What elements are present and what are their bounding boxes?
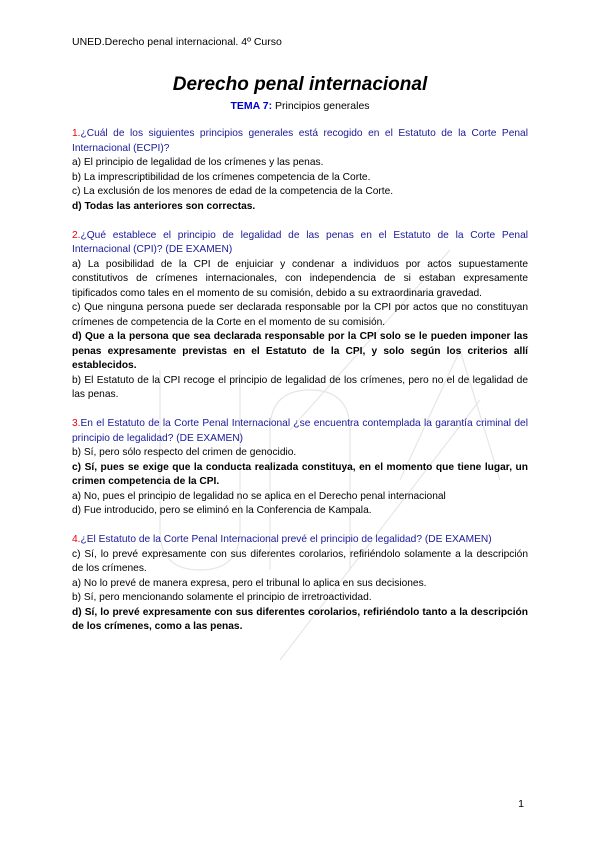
correct-answer-option: c) Sí, pues se exige que la conducta realizada constituya, en el momento que tiene lugar, un crimen competencia de la CPI.	[72, 461, 528, 487]
question-number: 3.	[72, 418, 81, 429]
question-3	[72, 417, 528, 519]
answer-option: b) Sí, pero mencionando solamente el principio de irretroactividad.	[72, 592, 372, 603]
correct-answer-option: d) Sí, lo prevé expresamente con sus diferentes corolarios, refiriéndolo tanto a la descripción de los crímenes, como a las penas.	[72, 606, 528, 632]
correct-answer-option: d) Que a la persona que sea declarada responsable por la CPI solo se le pueden imponer las penas expresamente previstas en el Estatuto de la CPI, y solo según los criterios allí establecidos.	[72, 331, 528, 371]
question-number: 1.	[72, 128, 81, 139]
topic-label: TEMA 7:	[230, 100, 273, 112]
question-2	[72, 229, 528, 403]
answer-option: c) Sí, lo prevé expresamente con sus diferentes corolarios, refiriéndolo solamente a la descripción de los crímenes.	[72, 548, 528, 574]
page-header: UNED.Derecho penal internacional. 4º Curso	[72, 36, 282, 48]
question-text: ¿Qué establece el principio de legalidad de las penas en el Estatuto de la Corte Penal Internacional (CPI)? (DE EXAMEN)	[72, 229, 528, 255]
answer-option: b) El Estatuto de la CPI recoge el principio de legalidad de los crímenes, pero no el de legalidad de las penas.	[72, 374, 528, 400]
question-number: 4.	[72, 534, 81, 545]
document-subtitle	[0, 100, 600, 112]
answer-option: b) La imprescriptibilidad de los crímenes competencia de la Corte.	[72, 171, 371, 183]
question-4	[72, 533, 528, 635]
question-text: En el Estatuto de la Corte Penal Internacional ¿se encuentra contemplada la garantía criminal del principio de legalidad? (DE EXAMEN)	[72, 418, 528, 444]
question-stem	[72, 533, 528, 548]
answer-option: a) La posibilidad de la CPI de enjuiciar y condenar a individuos por actos supuestamente constitutivos de crímenes internacionales, con independencia de si estaban expresamente tipificados como tales en el momento de su comisión, debido a su extraordinaria gravedad.	[72, 258, 528, 299]
answer-option: d) Fue introducido, pero se eliminó en la Conferencia de Kampala.	[72, 505, 372, 516]
page-number: 1	[518, 798, 524, 810]
question-stem	[72, 417, 528, 446]
document-title: Derecho penal internacional	[172, 74, 428, 95]
topic-name: Principios generales	[272, 100, 370, 112]
answer-option: c) La exclusión de los menores de edad de la competencia de la Corte.	[72, 186, 394, 197]
answer-option: b) Sí, pero sólo respecto del crimen de genocidio.	[72, 447, 297, 458]
question-1	[72, 127, 528, 214]
questions-list	[72, 127, 528, 649]
question-stem	[72, 127, 528, 156]
answer-option: a) El principio de legalidad de los crímenes y las penas.	[72, 157, 324, 168]
question-number: 2.	[72, 229, 81, 241]
question-stem	[72, 229, 528, 258]
question-text: ¿Cuál de los siguientes principios generales está recogido en el Estatuto de la Corte Penal Internacional (ECPI)?	[72, 128, 528, 154]
correct-answer-option: d) Todas las anteriores son correctas.	[72, 200, 256, 212]
answer-option: c) Que ninguna persona puede ser declarada responsable por la CPI por actos que no constituyan crímenes de competencia de la Corte en el momento de su comisión.	[72, 302, 528, 328]
answer-option: a) No, pues el principio de legalidad no se aplica en el Derecho penal internacional	[72, 490, 446, 502]
answer-option: a) No lo prevé de manera expresa, pero el tribunal lo aplica en sus decisiones.	[72, 577, 427, 589]
question-text: ¿El Estatuto de la Corte Penal Internacional prevé el principio de legalidad? (DE EXAMEN)	[80, 534, 492, 545]
